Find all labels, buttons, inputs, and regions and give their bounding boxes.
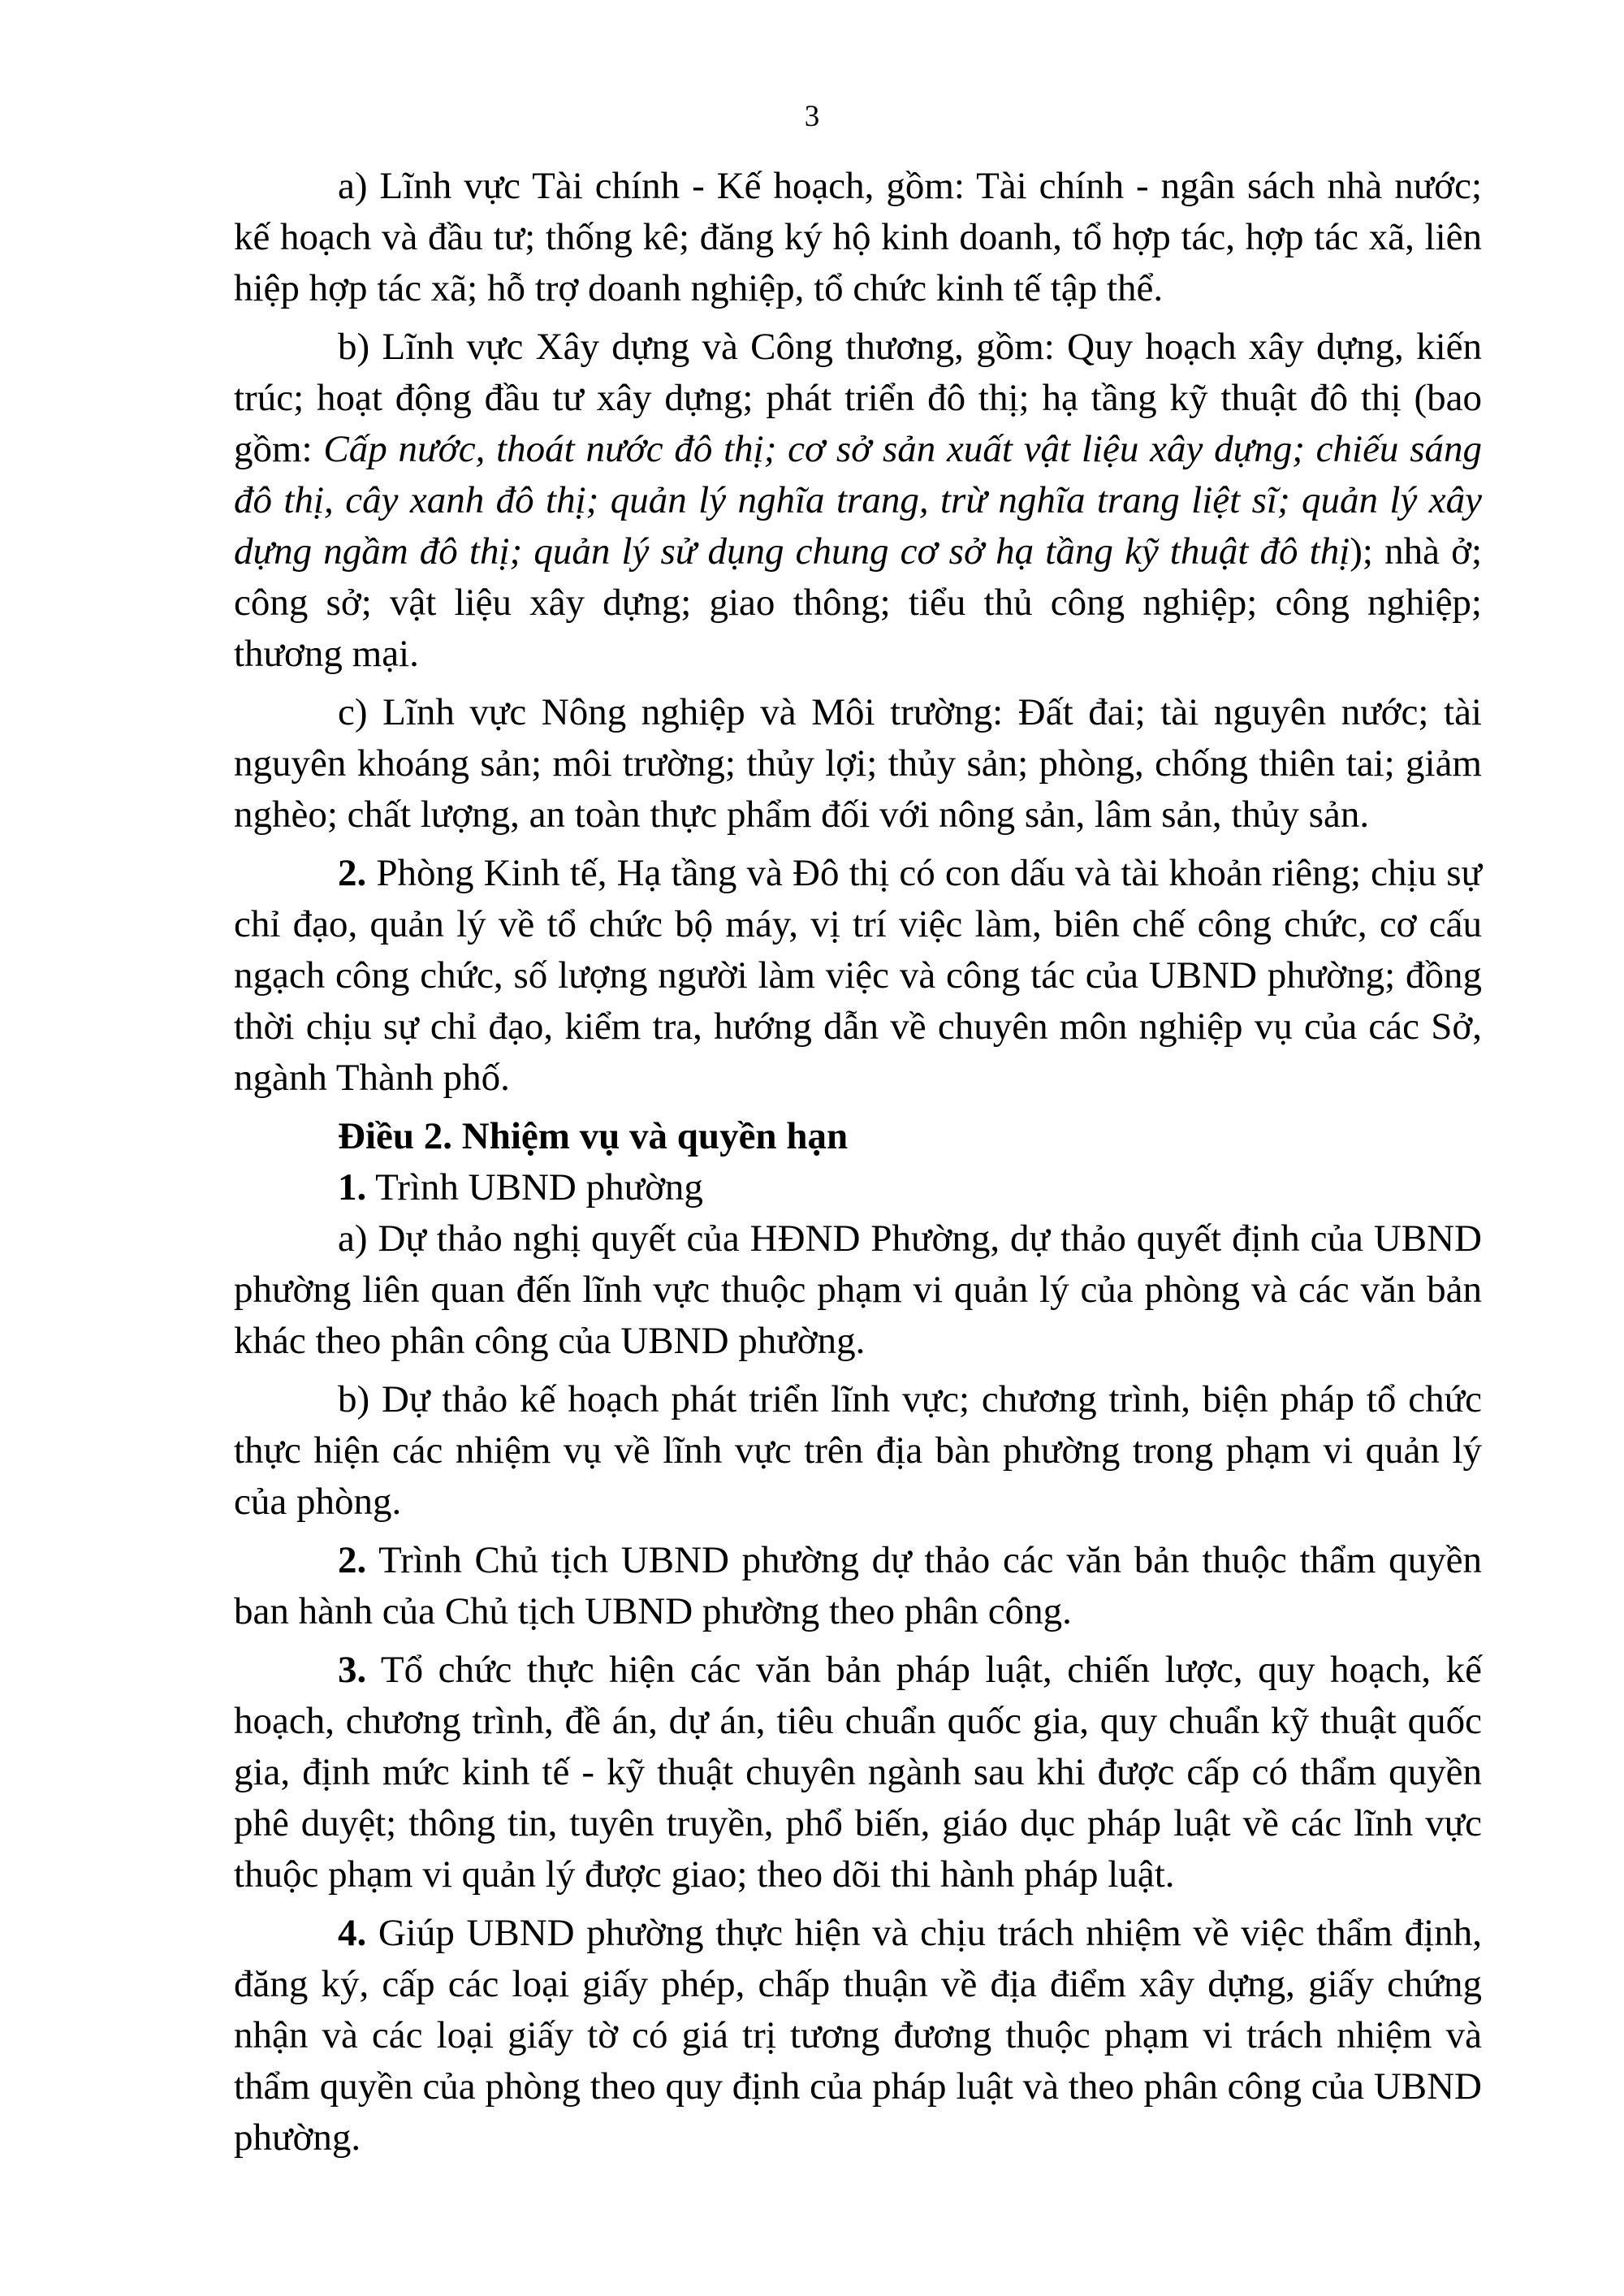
document-body [234,161,1482,2171]
article-2-item-1 [234,1162,1482,1213]
article-2-item-1-number: 1. [338,1166,367,1209]
paragraph-1b-start: b) Lĩnh vực Xây dựng và Công thương, gồm: Quy hoạch xây dựng, kiến trúc; hoạt động đầu tư xây dựng; phát triển đô thị; hạ tầng kỹ thuật đô thị (bao gồm: [234,326,1482,470]
article-2-item-1-text: Trình UBND phường [366,1166,703,1209]
paragraph-2-text: Phòng Kinh tế, Hạ tầng và Đô thị có con dấu và tài khoản riêng; chịu sự chỉ đạo, quản lý về tổ chức bộ máy, vị trí việc làm, biên chế công chức, cơ cấu ngạch công chức, số lượng người làm việc và công tác của UBND phường; đồng thời chịu sự chỉ đạo, kiểm tra, hướng dẫn về chuyên môn nghiệp vụ của các Sở, ngành Thành phố. [234,852,1482,1099]
article-2-item-3-number: 3. [338,1649,367,1691]
article-2-item-4-text: Giúp UBND phường thực hiện và chịu trách nhiệm về việc thẩm định, đăng ký, cấp các loại giấy phép, chấp thuận về địa điểm xây dựng, giấy chứng nhận và các loại giấy tờ có giá trị tương đương thuộc phạm vi trách nhiệm và thẩm quyền của phòng theo quy định của pháp luật và theo phân công của UBND phường. [234,1912,1482,2159]
article-2-item-4 [234,1908,1482,2164]
article-2-item-3-text: Tổ chức thực hiện các văn bản pháp luật, chiến lược, quy hoạch, kế hoạch, chương trình, đề án, dự án, tiêu chuẩn quốc gia, quy chuẩn kỹ thuật quốc gia, định mức kinh tế - kỹ thuật chuyên ngành sau khi được cấp có thẩm quyền phê duyệt; thông tin, tuyên truyền, phổ biến, giáo dục pháp luật về các lĩnh vực thuộc phạm vi quản lý được giao; theo dõi thi hành pháp luật. [234,1649,1482,1896]
page-number: 3 [804,100,820,133]
article-2-item-4-number: 4. [338,1912,367,1954]
article-2-item-2-text: Trình Chủ tịch UBND phường dự thảo các văn bản thuộc thẩm quyền ban hành của Chủ tịch UBND phường theo phân công. [234,1539,1482,1632]
article-2-heading [234,1111,1482,1162]
paragraph-1c: c) Lĩnh vực Nông nghiệp và Môi trường: Đất đai; tài nguyên nước; tài nguyên khoáng sản; môi trường; thủy lợi; thủy sản; phòng, chống thiên tai; giảm nghèo; chất lượng, an toàn thực phẩm đối với nông sản, lâm sản, thủy sản. [234,691,1482,836]
article-2-item-1b: b) Dự thảo kế hoạch phát triển lĩnh vực; chương trình, biện pháp tổ chức thực hiện các nhiệm vụ về lĩnh vực trên địa bàn phường trong phạm vi quản lý của phòng. [234,1378,1482,1523]
paragraph-1b-end: ); nhà ở; công sở; vật liệu xây dựng; giao thông; tiểu thủ công nghiệp; công nghiệp; thương mại. [234,530,1482,675]
paragraph-1a: a) Lĩnh vực Tài chính - Kế hoạch, gồm: Tài chính - ngân sách nhà nước; kế hoạch và đầu tư; thống kê; đăng ký hộ kinh doanh, tổ hợp tác, hợp tác xã, liên hiệp hợp tác xã; hỗ trợ doanh nghiệp, tổ chức kinh tế tập thể. [234,165,1482,309]
article-2-item-2 [234,1535,1482,1637]
article-2-item-1a: a) Dự thảo nghị quyết của HĐND Phường, dự thảo quyết định của UBND phường liên quan đến lĩnh vực thuộc phạm vi quản lý của phòng và các văn bản khác theo phân công của UBND phường. [234,1217,1482,1362]
paragraph-1b [234,322,1482,680]
article-2-heading-text: Điều 2. Nhiệm vụ và quyền hạn [338,1115,849,1157]
paragraph-1b-italic: Cấp nước, thoát nước đô thị; cơ sở sản xuất vật liệu xây dựng; chiếu sáng đô thị, cây xanh đô thị; quản lý nghĩa trang, trừ nghĩa trang liệt sĩ; quản lý xây dựng ngầm đô thị; quản lý sử dụng chung cơ sở hạ tầng kỹ thuật đô thị [234,428,1482,573]
article-2-item-2-number: 2. [338,1539,367,1581]
paragraph-2-number: 2. [338,852,367,894]
paragraph-2 [234,848,1482,1104]
article-2-item-3 [234,1645,1482,1900]
